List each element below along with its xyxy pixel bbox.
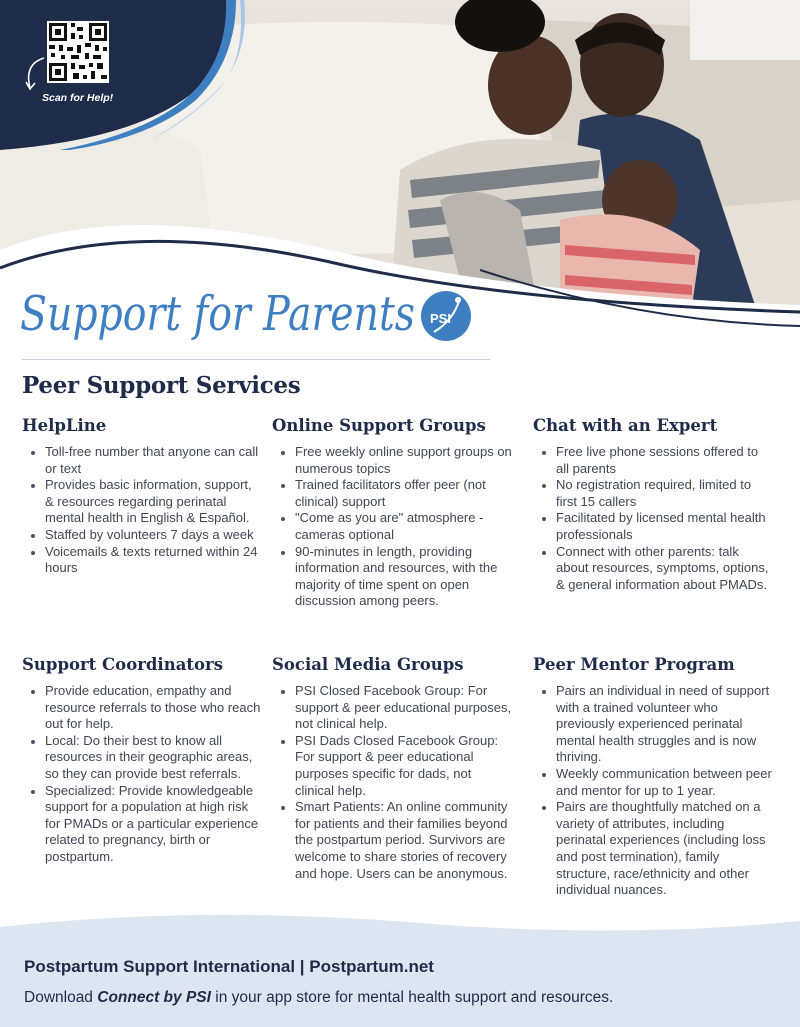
list-item: Free live phone sessions offered to all parents bbox=[556, 444, 773, 477]
download-prefix: Download bbox=[24, 989, 98, 1006]
title-divider bbox=[22, 359, 490, 360]
list-item: Staffed by volunteers 7 days a week bbox=[45, 527, 262, 544]
list-item: PSI Dads Closed Facebook Group: For support & peer educational purposes specific for dads, not clinical help. bbox=[295, 733, 512, 799]
list-item: 90-minutes in length, providing information and resources, with the majority of time spent on open discussion among peers. bbox=[295, 544, 512, 610]
column-title: HelpLine bbox=[22, 416, 107, 435]
support-coordinators-column bbox=[22, 655, 262, 866]
list-item: Provide education, empathy and resource referrals to those who reach out for help. bbox=[45, 683, 261, 732]
curved-arrow-icon bbox=[20, 54, 50, 94]
app-name: Connect by PSI bbox=[97, 989, 211, 1006]
bullet-list bbox=[533, 683, 773, 899]
psi-logo bbox=[420, 290, 472, 342]
qr-code-icon bbox=[47, 21, 109, 83]
qr-code[interactable] bbox=[47, 21, 109, 83]
list-item: No registration required, limited to first 15 callers bbox=[556, 477, 773, 510]
peer-mentor-program-column bbox=[533, 655, 773, 899]
bullet-list bbox=[22, 683, 262, 866]
bullet-list bbox=[22, 444, 262, 577]
column-title: Online Support Groups bbox=[272, 416, 486, 435]
support-for-parents-title bbox=[20, 272, 420, 352]
list-item: Voicemails & texts returned within 24 hours bbox=[45, 544, 262, 577]
list-item: Toll-free number that anyone can call or text bbox=[45, 444, 262, 477]
qr-caption: Scan for Help! bbox=[42, 92, 114, 104]
list-item: "Come as you are" atmosphere - cameras optional bbox=[295, 510, 512, 543]
bullet-list bbox=[272, 683, 512, 882]
helpline-column bbox=[22, 416, 262, 577]
footer-org-line: Postpartum Support International | Postpartum.net bbox=[24, 957, 434, 976]
psi-logo-text: PSI bbox=[430, 311, 451, 326]
list-item: Free weekly online support groups on numerous topics bbox=[295, 444, 512, 476]
column-title: Chat with an Expert bbox=[533, 416, 718, 435]
list-item: Connect with other parents: talk about resources, symptoms, options, & general information about PMADs. bbox=[556, 544, 773, 594]
list-item: Trained facilitators offer peer (not clinical) support bbox=[295, 477, 512, 510]
download-suffix: in your app store for mental health support and resources. bbox=[210, 989, 614, 1006]
list-item: Facilitated by licensed mental health professionals bbox=[556, 510, 773, 543]
list-item: Pairs are thoughtfully matched on a variety of attributes, including perinatal experiences (including loss and post termination), family structure, race/ethnicity and other individual nuances. bbox=[556, 799, 773, 899]
section-title: Peer Support Services bbox=[22, 372, 301, 399]
list-item: Local: Do their best to know all resources in their geographic areas, so they can provide best referrals. bbox=[45, 733, 262, 783]
column-title: Peer Mentor Program bbox=[533, 655, 735, 674]
list-item: Pairs an individual in need of support with a trained volunteer who previously experienced perinatal mental health struggles and is now thriving. bbox=[556, 683, 773, 766]
chat-with-expert-column bbox=[533, 416, 773, 593]
footer-download-line bbox=[24, 989, 613, 1007]
bullet-list bbox=[533, 444, 773, 593]
script-title-text: Support for Parents bbox=[20, 286, 415, 342]
column-title: Support Coordinators bbox=[22, 655, 223, 674]
list-item: Smart Patients: An online community for patients and their families beyond the postpartum period. Survivors are welcome to share stories of recovery and hope. Users can be anonymous. bbox=[295, 799, 512, 882]
column-title: Social Media Groups bbox=[272, 655, 464, 674]
psi-logo-icon bbox=[420, 290, 472, 342]
bullet-list bbox=[272, 444, 512, 610]
list-item: Provides basic information, support, & resources regarding perinatal mental health in English & Español. bbox=[45, 477, 262, 527]
online-support-groups-column bbox=[272, 416, 512, 610]
social-media-groups-column bbox=[272, 655, 512, 882]
list-item: Weekly communication between peer and mentor for up to 1 year. bbox=[556, 765, 772, 798]
list-item: Specialized: Provide knowledgeable support for a population at high risk for PMADs or a particular experience related to pregnancy, birth or postpartum. bbox=[45, 783, 262, 866]
list-item: PSI Closed Facebook Group: For support & peer educational purposes, not clinical help. bbox=[295, 683, 512, 732]
